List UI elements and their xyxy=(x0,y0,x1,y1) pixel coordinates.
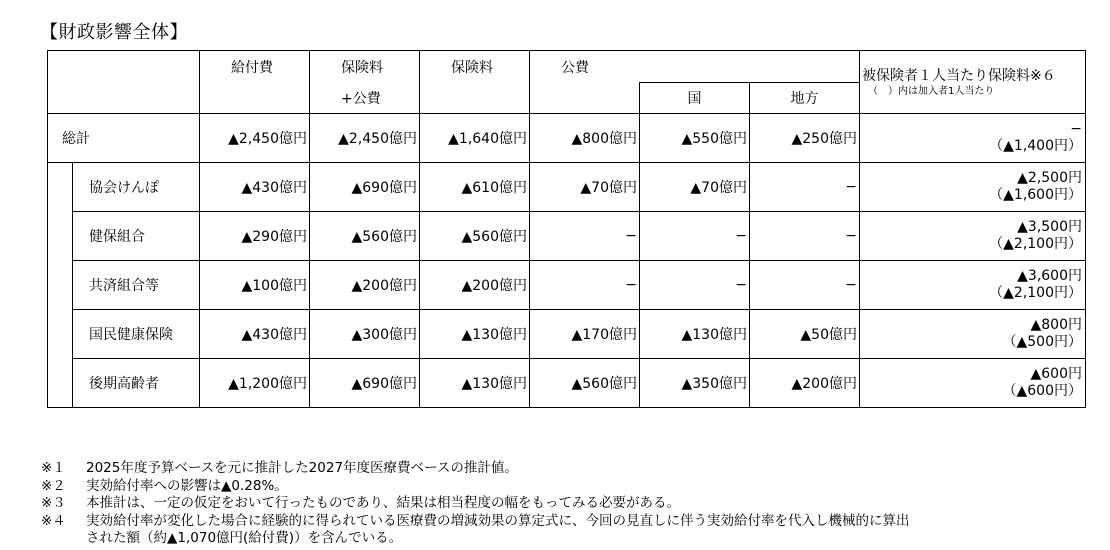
cell-hokenryo: ▲130億円 xyxy=(420,310,530,359)
cell-hokenryo-kouhi: ▲690億円 xyxy=(310,163,420,212)
cell-kuni: ▲350億円 xyxy=(640,359,750,408)
cell-kouhi: ▲170億円 xyxy=(530,310,640,359)
cell-per-person: ▲3,500円 （▲2,100円） xyxy=(860,212,1086,261)
row-label: 後期高齢者 xyxy=(73,359,200,408)
header-chiho: 地方 xyxy=(750,83,860,114)
indent-cell xyxy=(48,310,73,359)
indent-cell xyxy=(48,261,73,310)
header-blank xyxy=(48,51,200,114)
cell-kouhi: ▲800億円 xyxy=(530,114,640,163)
row-label: 協会けんぽ xyxy=(73,163,200,212)
header-hokenryo: 保険料 xyxy=(420,51,530,114)
header-hokenryo-kouhi: 保険料 xyxy=(310,51,420,83)
footnote: ※３ 本推計は、一定の仮定をおいて行ったものであり、結果は相当程度の幅をもってみる必要がある。 xyxy=(41,495,680,511)
cell-kuni: ▲550億円 xyxy=(640,114,750,163)
cell-hokenryo-kouhi: ▲690億円 xyxy=(310,359,420,408)
row-label: 総計 xyxy=(48,114,200,163)
header-kouhi-plus: +公費 xyxy=(310,83,420,114)
cell-per-person: ▲600円 （▲600円） xyxy=(860,359,1086,408)
cell-hokenryo: ▲200億円 xyxy=(420,261,530,310)
cell-hokenryo-kouhi: ▲2,450億円 xyxy=(310,114,420,163)
footnotes xyxy=(41,460,910,548)
cell-kuni: ▲70億円 xyxy=(640,163,750,212)
cell-kyufu: ▲100億円 xyxy=(200,261,310,310)
table-row xyxy=(48,310,1086,359)
cell-hokenryo: ▲560億円 xyxy=(420,212,530,261)
indent-cell xyxy=(48,163,73,212)
cell-kouhi: − xyxy=(530,212,640,261)
cell-hokenryo-kouhi: ▲300億円 xyxy=(310,310,420,359)
page-title: 【財政影響全体】 xyxy=(40,22,188,43)
row-label: 共済組合等 xyxy=(73,261,200,310)
row-label: 国民健康保険 xyxy=(73,310,200,359)
cell-hokenryo: ▲130億円 xyxy=(420,359,530,408)
table-row xyxy=(48,163,1086,212)
cell-per-person: ▲2,500円 （▲1,600円） xyxy=(860,163,1086,212)
cell-kyufu: ▲430億円 xyxy=(200,163,310,212)
header-kouhi-total-blank xyxy=(530,83,640,114)
header-per-person-title: 被保険者１人当たり保険料※６ xyxy=(862,68,1056,84)
indent-cell xyxy=(48,359,73,408)
cell-hokenryo: ▲610億円 xyxy=(420,163,530,212)
cell-chiho: − xyxy=(750,261,860,310)
cell-hokenryo-kouhi: ▲560億円 xyxy=(310,212,420,261)
cell-kouhi: ▲70億円 xyxy=(530,163,640,212)
cell-kuni: − xyxy=(640,261,750,310)
cell-chiho: ▲250億円 xyxy=(750,114,860,163)
footnote: ※２ 実効給付率への影響は▲0.28%。 xyxy=(41,477,288,494)
cell-hokenryo: ▲1,640億円 xyxy=(420,114,530,163)
row-label: 健保組合 xyxy=(73,212,200,261)
table-row xyxy=(48,212,1086,261)
cell-kyufu: ▲1,200億円 xyxy=(200,359,310,408)
header-kuni: 国 xyxy=(640,83,750,114)
header-per-person-note: （ ）内は加入者1人当たり xyxy=(868,86,995,97)
cell-chiho: − xyxy=(750,212,860,261)
cell-kouhi: − xyxy=(530,261,640,310)
table-row xyxy=(48,261,1086,310)
indent-cell xyxy=(48,212,73,261)
footnote-continuation: された額（約▲1,070億円(給付費)）を含んでいる。 xyxy=(86,530,403,546)
cell-kouhi: ▲560億円 xyxy=(530,359,640,408)
cell-kuni: − xyxy=(640,212,750,261)
cell-per-person: ▲3,600円 （▲2,100円） xyxy=(860,261,1086,310)
cell-kyufu: ▲430億円 xyxy=(200,310,310,359)
fiscal-impact-table xyxy=(47,50,1086,408)
cell-hokenryo-kouhi: ▲200億円 xyxy=(310,261,420,310)
cell-per-person: − （▲1,400円） xyxy=(860,114,1086,163)
footnote: ※１ 2025年度予算ベースを元に推計した2027年度医療費ベースの推計値。 xyxy=(41,460,518,476)
cell-chiho: ▲200億円 xyxy=(750,359,860,408)
cell-kyufu: ▲2,450億円 xyxy=(200,114,310,163)
cell-chiho: − xyxy=(750,163,860,212)
cell-per-person: ▲800円 （▲500円） xyxy=(860,310,1086,359)
cell-kyufu: ▲290億円 xyxy=(200,212,310,261)
footnote: ※４ 実効給付率が変化した場合に経験的に得られている医療費の増減効果の算定式に、今回の見直しに伴う実効給付率を代入し機械的に算出 xyxy=(41,512,910,529)
table-row xyxy=(48,114,1086,163)
header-kyufu: 給付費 xyxy=(200,51,310,114)
header-kouhi: 公費 xyxy=(530,51,860,83)
cell-chiho: ▲50億円 xyxy=(750,310,860,359)
cell-kuni: ▲130億円 xyxy=(640,310,750,359)
table-row xyxy=(48,359,1086,408)
header-per-person xyxy=(860,51,1086,114)
